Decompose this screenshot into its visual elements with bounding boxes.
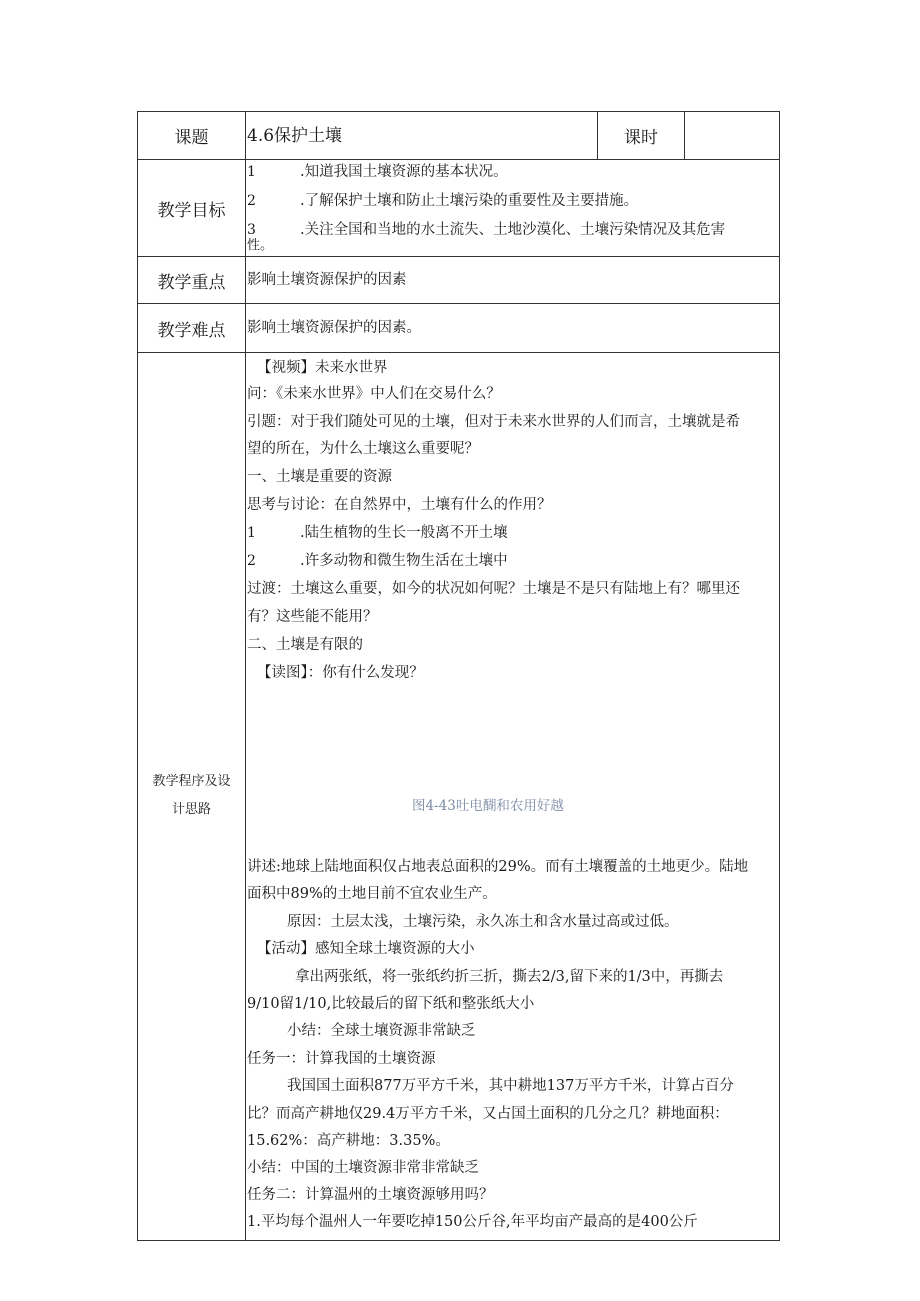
objective-2-number: 2 <box>247 193 256 209</box>
hours-value <box>685 112 779 159</box>
procedure-line-16: 【活动】感知全球土壤资源的大小 <box>257 941 475 957</box>
objectives-label: 教学目标 <box>157 200 226 221</box>
procedure-line-08: .许多动物和微生物生活在土壤中 <box>300 553 508 569</box>
procedure-line-26: 1.平均每个温州人一年要吃掉150公斤谷,年平均亩产最高的是400公斤 <box>247 1214 698 1230</box>
table-border-bottom <box>137 1240 780 1241</box>
procedure-line-13: 讲述:地球上陆地面积仅占地表总面积的29%。而有土壤覆盖的土地更少。陆地 <box>247 859 749 875</box>
table-border-right <box>779 111 780 1241</box>
procedure-line-24: 小结：中国的土壤资源非常非常缺乏 <box>247 1160 479 1176</box>
procedure-line-22: 比？而高产耕地仅29.4万平方千米，又占国土面积的几分之几？耕地面积： <box>247 1106 729 1122</box>
procedure-line-25: 任务二：计算温州的土壤资源够用吗？ <box>247 1187 494 1203</box>
procedure-label-line2: 计思路 <box>171 802 211 817</box>
procedure-label-line1: 教学程序及设 <box>152 774 231 789</box>
row-divider-4 <box>137 352 780 353</box>
procedure-line-17: 拿出两张纸，将一张纸约折三折，撕去2/3,留下来的1/3中，再撕去 <box>295 969 724 985</box>
procedure-line-19: 小结：全球土壤资源非常缺乏 <box>287 1023 476 1039</box>
procedure-line-14: 面积中89%的土地目前不宜农业生产。 <box>247 886 497 902</box>
procedure-line-03: 引题：对于我们随处可见的土壤，但对于未来水世界的人们而言，土壤就是希 <box>247 414 740 430</box>
procedure-line-15: 原因：土层太浅，土壤污染，永久冻土和含水量过高或过低。 <box>287 914 679 930</box>
objective-3-number: 3 <box>247 222 256 238</box>
objective-3-text: .关注全国和当地的水土流失、土地沙漠化、土壤污染情况及其危害 <box>300 222 726 238</box>
procedure-line-11: 二、土壤是有限的 <box>247 637 363 653</box>
key-point-text: 影响土壤资源保护的因素 <box>247 272 407 288</box>
procedure-line-06: 思考与讨论：在自然界中，土壤有什么的作用？ <box>247 497 552 513</box>
procedure-line-07-number: 1 <box>247 525 256 541</box>
difficulty-text: 影响土壤资源保护的因素。 <box>247 320 421 336</box>
procedure-line-01: 【视频】未来水世界 <box>257 360 388 376</box>
key-point-label: 教学重点 <box>157 272 226 293</box>
objective-2-text: .了解保护土壤和防止土壤污染的重要性及主要措施。 <box>300 193 639 209</box>
topic-value: 4.6保护土壤 <box>247 126 343 146</box>
procedure-line-08-number: 2 <box>247 553 256 569</box>
objective-3-continuation: 性。 <box>247 238 274 253</box>
figure-caption: 图4-43吐电醐和农用好越 <box>412 798 564 814</box>
procedure-line-18: 9/10留1/10,比较最后的留下纸和整张纸大小 <box>247 996 535 1012</box>
procedure-line-23: 15.62%：高产耕地：3.35%。 <box>247 1133 450 1149</box>
procedure-line-04: 望的所在，为什么土壤这么重要呢？ <box>247 441 479 457</box>
difficulty-label: 教学难点 <box>157 320 226 341</box>
objective-1-text: .知道我国土壤资源的基本状况。 <box>300 164 508 180</box>
procedure-line-10: 有？这些能不能用？ <box>247 609 378 625</box>
topic-label: 课题 <box>174 128 209 148</box>
procedure-line-07: .陆生植物的生长一般离不开土壤 <box>300 525 508 541</box>
column-divider-main <box>245 111 246 1241</box>
procedure-line-21: 我国国土面积877万平方千米，其中耕地137万平方千米，计算占百分 <box>287 1078 734 1094</box>
procedure-line-12: 【读图】：你有什么发现？ <box>257 665 424 681</box>
procedure-line-09: 过渡：土壤这么重要，如今的状况如何呢？土壤是不是只有陆地上有？哪里还 <box>247 581 740 597</box>
procedure-line-05: 一、土壤是重要的资源 <box>247 469 392 485</box>
procedure-line-02: 问：《未来水世界》中人们在交易什么？ <box>247 386 501 402</box>
hours-label: 课时 <box>624 128 658 148</box>
procedure-line-20: 任务一：计算我国的土壤资源 <box>247 1051 436 1067</box>
objective-1-number: 1 <box>247 164 256 180</box>
